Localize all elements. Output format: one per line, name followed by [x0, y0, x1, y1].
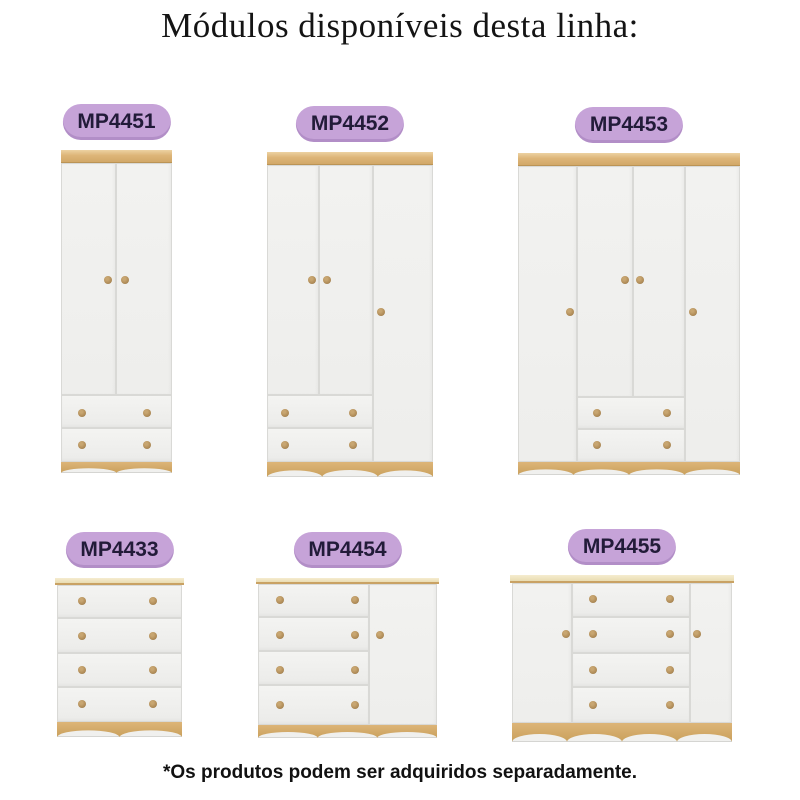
- knob-handle: [349, 441, 357, 449]
- knob-handle: [121, 276, 129, 284]
- knob-handle: [589, 630, 597, 638]
- knob-handle: [666, 701, 674, 709]
- wardrobe-door: [690, 583, 732, 723]
- drawer-front: [57, 687, 182, 722]
- wood-top-strip: [267, 152, 433, 165]
- knob-handle: [78, 409, 86, 417]
- base-skirt: [57, 722, 182, 737]
- knob-handle: [589, 595, 597, 603]
- knob-handle: [636, 276, 644, 284]
- knob-handle: [663, 441, 671, 449]
- knob-handle: [78, 700, 86, 708]
- knob-handle: [349, 409, 357, 417]
- knob-handle: [593, 441, 601, 449]
- knob-handle: [143, 441, 151, 449]
- wood-top-strip: [61, 150, 172, 163]
- cabinet-body: [512, 575, 732, 742]
- cabinet-body: [518, 153, 740, 475]
- module-code-pill: MP4453: [575, 107, 683, 143]
- module-code-pill: MP4452: [296, 106, 404, 142]
- base-skirt: [518, 462, 740, 475]
- wardrobe-door: [369, 584, 437, 725]
- knob-handle: [666, 666, 674, 674]
- wood-tabletop: [55, 578, 184, 585]
- knob-handle: [281, 409, 289, 417]
- cabinet-body: [61, 150, 172, 473]
- knob-handle: [566, 308, 574, 316]
- module-code-pill: MP4454: [293, 532, 401, 568]
- wood-tabletop: [510, 575, 734, 583]
- knob-handle: [143, 409, 151, 417]
- module-code-pill: MP4455: [568, 529, 676, 565]
- module-MP4453: [518, 113, 740, 475]
- separate-purchase-footnote: *Os produtos podem ser adquiridos separadamente.: [162, 762, 638, 783]
- wood-top-strip: [518, 153, 740, 166]
- base-skirt: [267, 462, 433, 477]
- knob-handle: [149, 700, 157, 708]
- knob-handle: [689, 308, 697, 316]
- knob-handle: [377, 308, 385, 316]
- cabinet-body: [267, 152, 433, 477]
- knob-handle: [351, 631, 359, 639]
- knob-handle: [351, 701, 359, 709]
- wardrobe-door: [512, 583, 572, 723]
- knob-handle: [276, 631, 284, 639]
- module-MP4451: [61, 110, 172, 473]
- knob-handle: [323, 276, 331, 284]
- knob-handle: [78, 632, 86, 640]
- knob-handle: [351, 666, 359, 674]
- knob-handle: [281, 441, 289, 449]
- knob-handle: [78, 666, 86, 674]
- knob-handle: [276, 701, 284, 709]
- drawer-front: [57, 618, 182, 653]
- figure-title: Módulos disponíveis desta linha:: [161, 6, 639, 45]
- drawer-front: [57, 653, 182, 687]
- knob-handle: [308, 276, 316, 284]
- base-skirt: [512, 723, 732, 742]
- knob-handle: [149, 632, 157, 640]
- knob-handle: [562, 630, 570, 638]
- knob-handle: [589, 701, 597, 709]
- knob-handle: [693, 630, 701, 638]
- knob-handle: [621, 276, 629, 284]
- knob-handle: [78, 597, 86, 605]
- module-MP4452: [267, 112, 433, 477]
- module-code-pill: MP4433: [65, 532, 173, 568]
- knob-handle: [276, 596, 284, 604]
- cabinet-body: [258, 578, 437, 738]
- knob-handle: [149, 597, 157, 605]
- knob-handle: [149, 666, 157, 674]
- drawer-front: [57, 585, 182, 618]
- knob-handle: [351, 596, 359, 604]
- knob-handle: [589, 666, 597, 674]
- base-skirt: [258, 725, 437, 738]
- module-MP4433: [57, 538, 182, 737]
- knob-handle: [376, 631, 384, 639]
- knob-handle: [666, 630, 674, 638]
- knob-handle: [78, 441, 86, 449]
- module-code-pill: MP4451: [62, 104, 170, 140]
- module-MP4454: [258, 538, 437, 738]
- knob-handle: [666, 595, 674, 603]
- knob-handle: [276, 666, 284, 674]
- knob-handle: [593, 409, 601, 417]
- knob-handle: [104, 276, 112, 284]
- base-skirt: [61, 462, 172, 473]
- module-MP4455: [512, 535, 732, 742]
- cabinet-body: [57, 578, 182, 737]
- knob-handle: [663, 409, 671, 417]
